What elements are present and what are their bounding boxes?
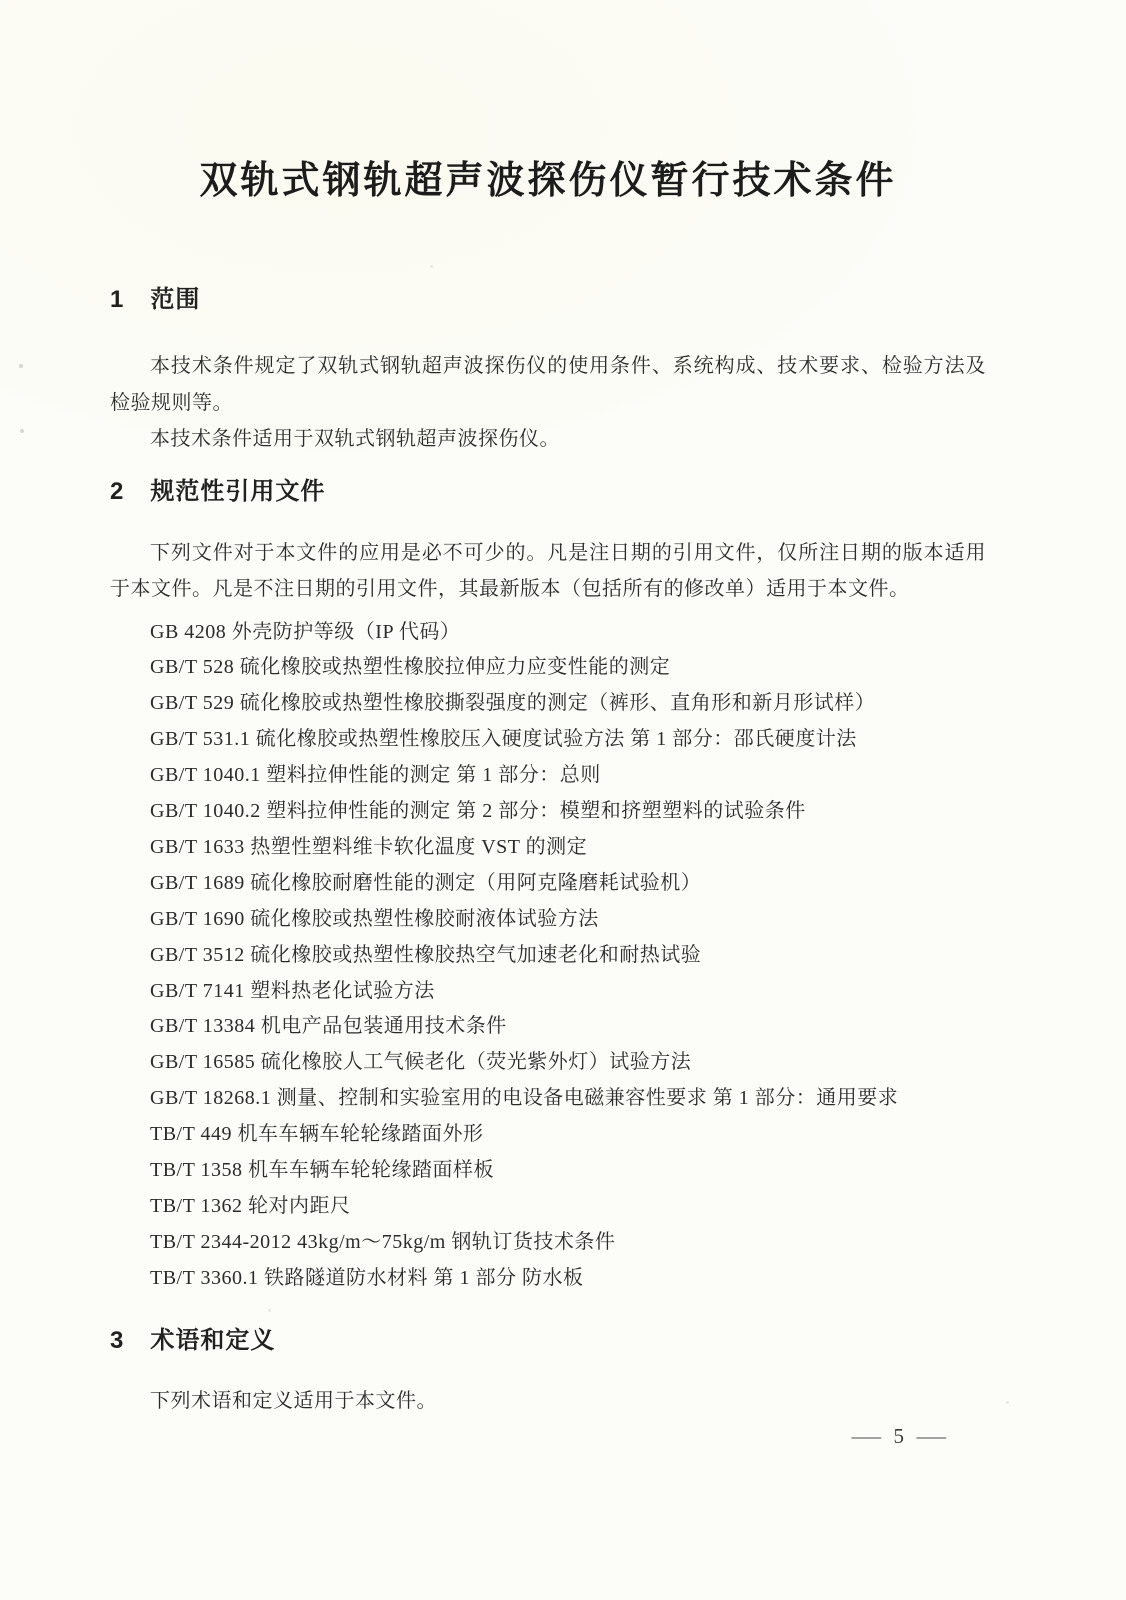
scan-speck	[1006, 1401, 1009, 1404]
terms-intro-paragraph: 下列术语和定义适用于本文件。	[150, 1389, 437, 1412]
footer-dash-right: —	[916, 1424, 948, 1448]
reference-item: GB/T 529 硫化橡胶或热塑性橡胶撕裂强度的测定（裤形、直角形和新月形试样）	[150, 692, 876, 715]
section-terms-heading	[110, 1327, 986, 1355]
scan-speck	[430, 265, 433, 268]
scan-speck	[20, 429, 24, 433]
document-title: 双轨式钢轨超声波探伤仪暂行技术条件	[199, 160, 897, 202]
reference-item: TB/T 2344-2012 43kg/m～75kg/m 钢轨订货技术条件	[150, 1230, 616, 1253]
scope-paragraph: 本技术条件规定了双轨式钢轨超声波探伤仪的使用条件、系统构成、技术要求、检验方法及检验规则等。	[110, 355, 986, 414]
references-intro-paragraph: 下列文件对于本文件的应用是必不可少的。凡是注日期的引用文件，仅所注日期的版本适用于本文件。凡是不注日期的引用文件，其最新版本（包括所有的修改单）适用于本文件。	[110, 541, 986, 600]
section-scope-heading	[110, 286, 986, 314]
section-heading-text: 规范性引用文件	[150, 477, 326, 505]
reference-item: TB/T 1358 机车车辆车轮轮缘踏面样板	[150, 1159, 494, 1182]
section-heading-text: 范围	[150, 286, 201, 313]
reference-item: GB/T 531.1 硫化橡胶或热塑性橡胶压入硬度试验方法 第 1 部分：邵氏硬度计法	[150, 728, 857, 751]
footer-dash-left: —	[851, 1424, 882, 1448]
section-number: 3	[110, 1326, 125, 1354]
reference-item: GB 4208 外壳防护等级（IP 代码）	[150, 620, 461, 643]
page-number: 5	[893, 1424, 905, 1448]
reference-item: GB/T 528 硫化橡胶或热塑性橡胶拉伸应力应变性能的测定	[150, 656, 671, 679]
reference-item: GB/T 1690 硫化橡胶或热塑性橡胶耐液体试验方法	[150, 907, 599, 930]
scan-speck	[19, 364, 23, 368]
reference-item: GB/T 3512 硫化橡胶或热塑性橡胶热空气加速老化和耐热试验	[150, 943, 702, 966]
section-heading-text: 术语和定义	[150, 1326, 276, 1354]
section-references-heading	[110, 478, 986, 506]
reference-item: TB/T 1362 轮对内距尺	[150, 1195, 351, 1217]
reference-item: GB/T 16585 硫化橡胶人工气候老化（荧光紫外灯）试验方法	[150, 1051, 692, 1074]
section-scope	[110, 286, 986, 458]
section-normative-references	[110, 478, 986, 1297]
section-terms-definitions	[110, 1327, 986, 1420]
reference-item: TB/T 449 机车车辆车轮轮缘踏面外形	[150, 1123, 484, 1146]
scan-speck	[268, 1309, 271, 1312]
scope-paragraph: 本技术条件适用于双轨式钢轨超声波探伤仪。	[150, 428, 560, 450]
page-footer	[851, 1424, 948, 1449]
section-number: 1	[110, 286, 125, 313]
reference-item: GB/T 1689 硫化橡胶耐磨性能的测定（用阿克隆磨耗试验机）	[150, 871, 702, 894]
reference-item: TB/T 3360.1 铁路隧道防水材料 第 1 部分 防水板	[150, 1266, 584, 1289]
reference-item: GB/T 7141 塑料热老化试验方法	[150, 979, 435, 1002]
reference-item: GB/T 18268.1 测量、控制和实验室用的电设备电磁兼容性要求 第 1 部分：通用要求	[150, 1087, 899, 1110]
reference-item: GB/T 1040.1 塑料拉伸性能的测定 第 1 部分：总则	[150, 764, 601, 787]
reference-item: GB/T 1633 热塑性塑料维卡软化温度 VST 的测定	[150, 835, 588, 858]
reference-item: GB/T 13384 机电产品包装通用技术条件	[150, 1015, 507, 1038]
reference-item: GB/T 1040.2 塑料拉伸性能的测定 第 2 部分：模塑和挤塑塑料的试验条件	[150, 800, 806, 823]
section-number: 2	[110, 477, 125, 505]
reference-list	[110, 615, 986, 1297]
